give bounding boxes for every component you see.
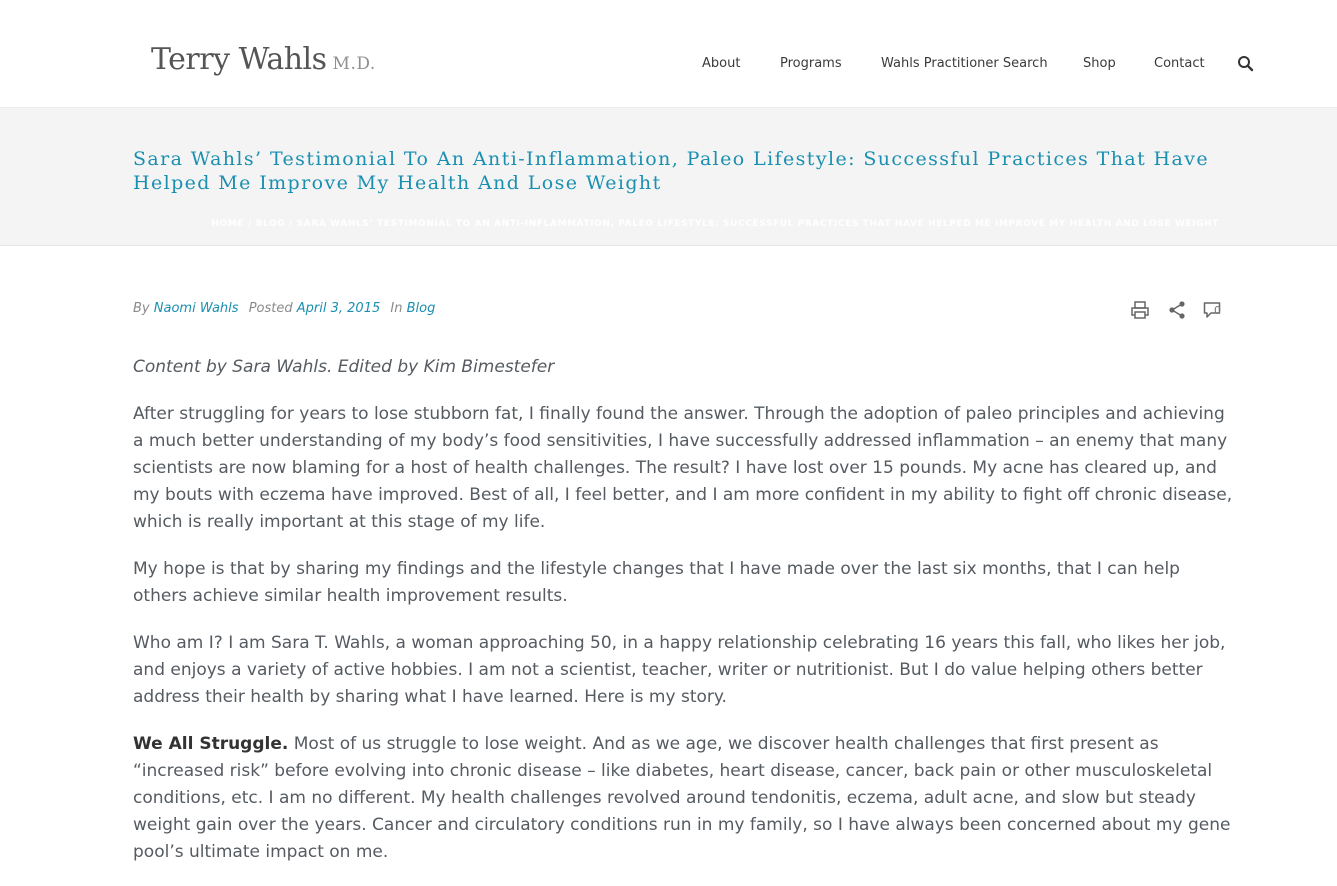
breadcrumb-blog[interactable]: BLOG — [255, 219, 286, 229]
by-label: By — [133, 301, 150, 316]
nav-practitioner-search[interactable]: Wahls Practitioner Search — [881, 56, 1048, 71]
post-meta — [133, 301, 435, 316]
post-tools — [1128, 300, 1238, 322]
in-label: In — [390, 301, 403, 316]
article-paragraph: Who am I? I am Sara T. Wahls, a woman approaching 50, in a happy relationship celebrating 16 years this fall, who likes her job, and enjoys a variety of active hobbies. I am not a scientist, teacher, writer or nutritionist. But I do value helping others better address their health by sharing what I have learned. Here is my story. — [133, 633, 1226, 707]
search-icon[interactable] — [1237, 55, 1255, 73]
share-icon[interactable] — [1168, 300, 1186, 320]
article-paragraph: My hope is that by sharing my findings and the lifestyle changes that I have made over the last six months, that I can help others achieve similar health improvement results. — [133, 559, 1180, 606]
section-heading: We All Struggle. — [133, 734, 289, 754]
breadcrumb-current: SARA WAHLS’ TESTIMONIAL TO AN ANTI-INFLAMMATION, PALEO LIFESTYLE: SUCCESSFUL PRACTICES THAT HAVE HELPED ME IMPROVE MY HEALTH AND LOSE WEIGHT — [296, 219, 1219, 229]
logo-name: Terry Wahls — [151, 42, 327, 77]
section-text: Most of us struggle to lose weight. And as we age, we discover health challenges that first present as “increased risk” before evolving into chronic disease – like diabetes, heart disease, cancer, back pain or other musculoskeletal conditions, etc. I am no different. My health challenges revolved around tendonitis, eczema, adult acne, and slow but steady weight gain over the years. Cancer and circulatory conditions run in my family, so I have always been concerned about my gene pool’s ultimate impact on me. — [133, 734, 1231, 862]
main-nav — [0, 56, 1337, 76]
page-title-band — [0, 108, 1337, 246]
breadcrumb-home[interactable]: HOME — [211, 219, 245, 229]
article-paragraph: After struggling for years to lose stubborn fat, I finally found the answer. Through the adoption of paleo principles and achieving a much better understanding of my body’s food sensitivities, I have successfully addressed inflammation – an enemy that many scientists are now blaming for a host of health challenges. The result? I have lost over 15 pounds. My acne has cleared up, and my bouts with eczema have improved. Best of all, I feel better, and I am more confident in my ability to fight off chronic disease, which is really important at this stage of my life. — [133, 404, 1233, 532]
author-link[interactable]: Naomi Wahls — [153, 301, 239, 316]
breadcrumb-separator: / — [289, 219, 297, 229]
print-icon[interactable] — [1131, 300, 1149, 320]
article-byline: Content by Sara Wahls. Edited by Kim Bimestefer — [133, 357, 555, 377]
category-link[interactable]: Blog — [406, 301, 436, 316]
logo-suffix: M.D. — [332, 54, 376, 74]
comment-count[interactable]: 0 — [1214, 304, 1221, 317]
post-date-link[interactable]: April 3, 2015 — [296, 301, 381, 316]
article-content — [133, 354, 1235, 886]
article-section — [133, 731, 1235, 866]
breadcrumb-separator: / — [247, 219, 256, 229]
posted-label: Posted — [248, 301, 293, 316]
site-header — [0, 0, 1337, 108]
nav-shop[interactable]: Shop — [1083, 56, 1116, 71]
nav-contact[interactable]: Contact — [1154, 56, 1205, 71]
page-title: Sara Wahls’ Testimonial To An Anti-Inflammation, Paleo Lifestyle: Successful Practices That Have Helped Me Improve My Health And Lose Weight — [133, 148, 1210, 194]
nav-about[interactable]: About — [702, 56, 741, 71]
breadcrumb — [212, 219, 1219, 229]
nav-programs[interactable]: Programs — [780, 56, 842, 71]
